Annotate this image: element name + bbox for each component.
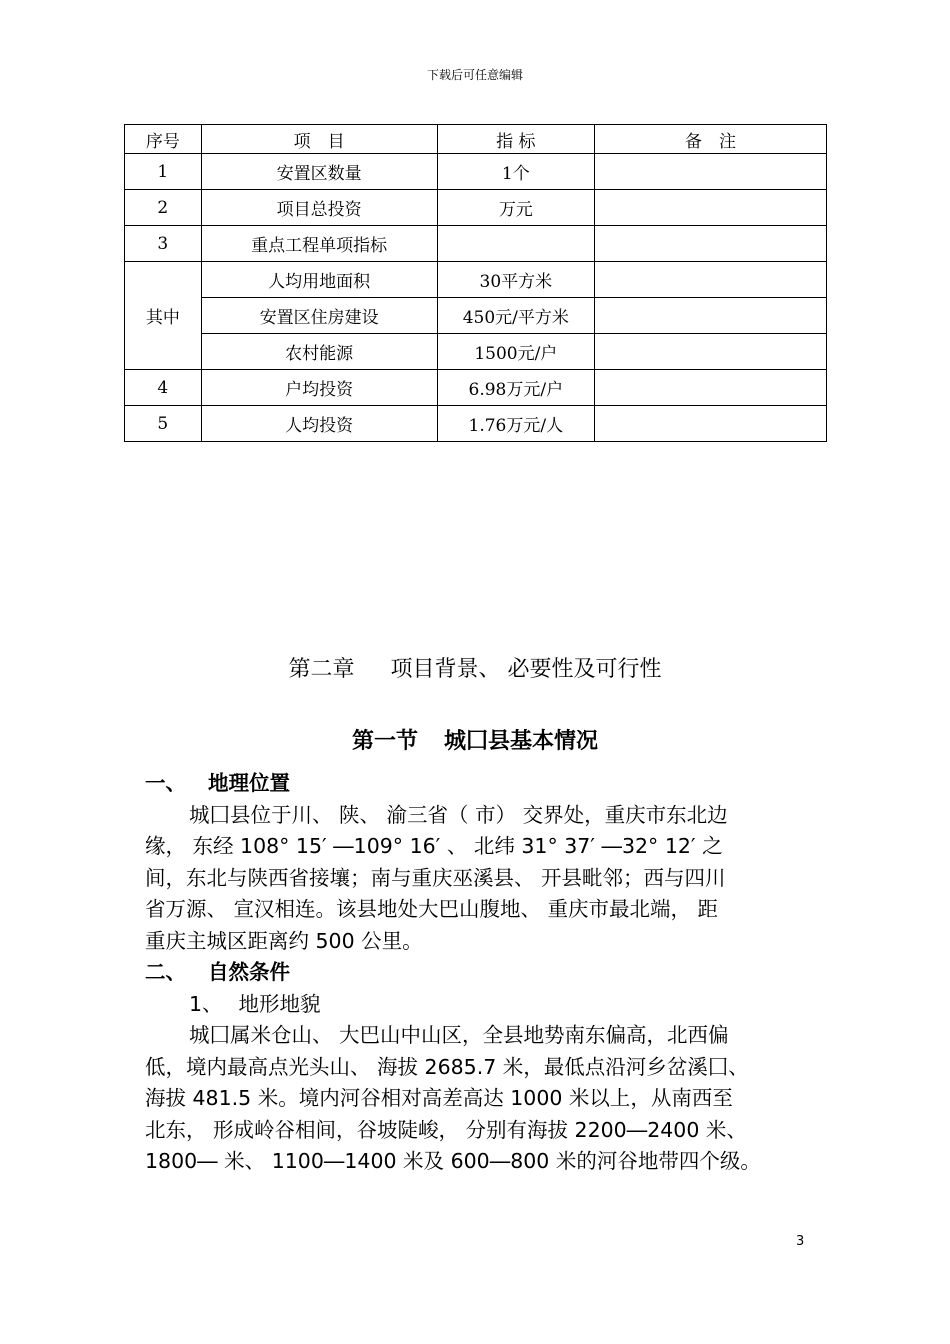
heading-number: 一、: [145, 771, 186, 795]
cell-note: [595, 262, 827, 298]
heading-geo: [145, 768, 810, 800]
cell-value: 6.98万元/户: [437, 370, 594, 406]
text-line: 低，境内最高点光头山、 海拔 2685.7 米，最低点沿河乡岔溪囗、: [145, 1054, 749, 1079]
text-line: 海拔 481.5 米。境内河谷相对高差高达 1000 米以上，从南西至: [145, 1086, 733, 1110]
cell-item: 安置区数量: [201, 154, 437, 190]
subheading-title: 地形地貌: [238, 991, 321, 1016]
cell-item: 人均用地面积: [201, 262, 437, 298]
cell-item: 项目总投资: [201, 190, 437, 226]
cell-item: 户均投资: [201, 370, 437, 406]
table-row: [125, 262, 827, 298]
cell-note: [595, 190, 827, 226]
page-number: 3: [796, 1234, 805, 1249]
cell-value: 1500元/户: [437, 334, 594, 370]
cell-note: [595, 298, 827, 334]
cell-no: 4: [125, 370, 202, 406]
table-row: [125, 154, 827, 190]
column-header-note: 备 注: [595, 125, 827, 154]
cell-item: 农村能源: [201, 334, 437, 370]
text-line: 省万源、 宣汉相连。该县地处大巴山腹地、 重庆市最北端， 距: [145, 897, 719, 921]
page-header: 下载后可任意编辑: [426, 68, 523, 82]
cell-value: [437, 226, 594, 262]
column-header-value: 指 标: [437, 125, 594, 154]
heading-nature: [145, 957, 810, 989]
heading-title: 自然条件: [208, 960, 290, 984]
cell-item: 重点工程单项指标: [201, 226, 437, 262]
table-row: [125, 190, 827, 226]
heading-number: 二、: [145, 960, 186, 984]
column-header-item: 项 目: [201, 125, 437, 154]
cell-value: 30平方米: [437, 262, 594, 298]
cell-value: 万元: [437, 190, 594, 226]
chapter-title: 项目背景、 必要性及可行性: [390, 657, 662, 682]
index-table: [124, 124, 827, 442]
text-line: 缘， 东经 108° 15′ ―109° 16′ 、 北纬 31° 37′ ―32° 12′ 之: [145, 834, 723, 858]
cell-value: 1个: [437, 154, 594, 190]
text-line: 城囗属米仓山、 大巴山中山区，全县地势南东偏高，北西偏: [189, 1023, 729, 1047]
chapter-number: 第二章: [288, 657, 355, 682]
table-row: [125, 226, 827, 262]
table-row: [125, 406, 827, 442]
chapter-heading: [0, 652, 950, 683]
cell-note: [595, 226, 827, 262]
section-heading: [0, 724, 950, 755]
cell-group-label: 其中: [125, 262, 202, 370]
cell-item: 安置区住房建设: [201, 298, 437, 334]
text-line: 1800― 米、 1100―1400 米及 600―800 米的河谷地带四个级。: [145, 1149, 761, 1173]
cell-no: 2: [125, 190, 202, 226]
cell-note: [595, 370, 827, 406]
cell-no: 3: [125, 226, 202, 262]
text-line: 北东， 形成岭谷相间，谷坡陡峻， 分别有海拔 2200―2400 米、: [145, 1117, 747, 1142]
subheading-terrain: [145, 989, 810, 1021]
cell-no: 1: [125, 154, 202, 190]
subheading-number: 1、: [189, 991, 223, 1016]
cell-no: 5: [125, 406, 202, 442]
cell-value: 1.76万元/人: [437, 406, 594, 442]
cell-note: [595, 406, 827, 442]
body-text: [145, 768, 810, 1178]
heading-title: 地理位置: [208, 771, 290, 795]
cell-item: 人均投资: [201, 406, 437, 442]
section-number: 第一节: [351, 729, 418, 754]
paragraph-geo: [145, 800, 810, 958]
text-line: 间，东北与陕西省接壤；南与重庆巫溪县、 开县毗邻；西与四川: [145, 865, 726, 890]
column-header-no: 序号: [125, 125, 202, 154]
text-line: 重庆主城区距离约 500 公里。: [145, 928, 423, 953]
cell-value: 450元/平方米: [437, 298, 594, 334]
table-row: [125, 298, 827, 334]
cell-note: [595, 154, 827, 190]
cell-note: [595, 334, 827, 370]
table-row: [125, 370, 827, 406]
table-header-row: [125, 125, 827, 154]
text-line: 城囗县位于川、 陕、 渝三省（ 市） 交界处，重庆市东北边: [189, 802, 728, 827]
table-row: [125, 334, 827, 370]
paragraph-terrain: [145, 1020, 810, 1178]
section-title: 城囗县基本情况: [444, 729, 599, 754]
